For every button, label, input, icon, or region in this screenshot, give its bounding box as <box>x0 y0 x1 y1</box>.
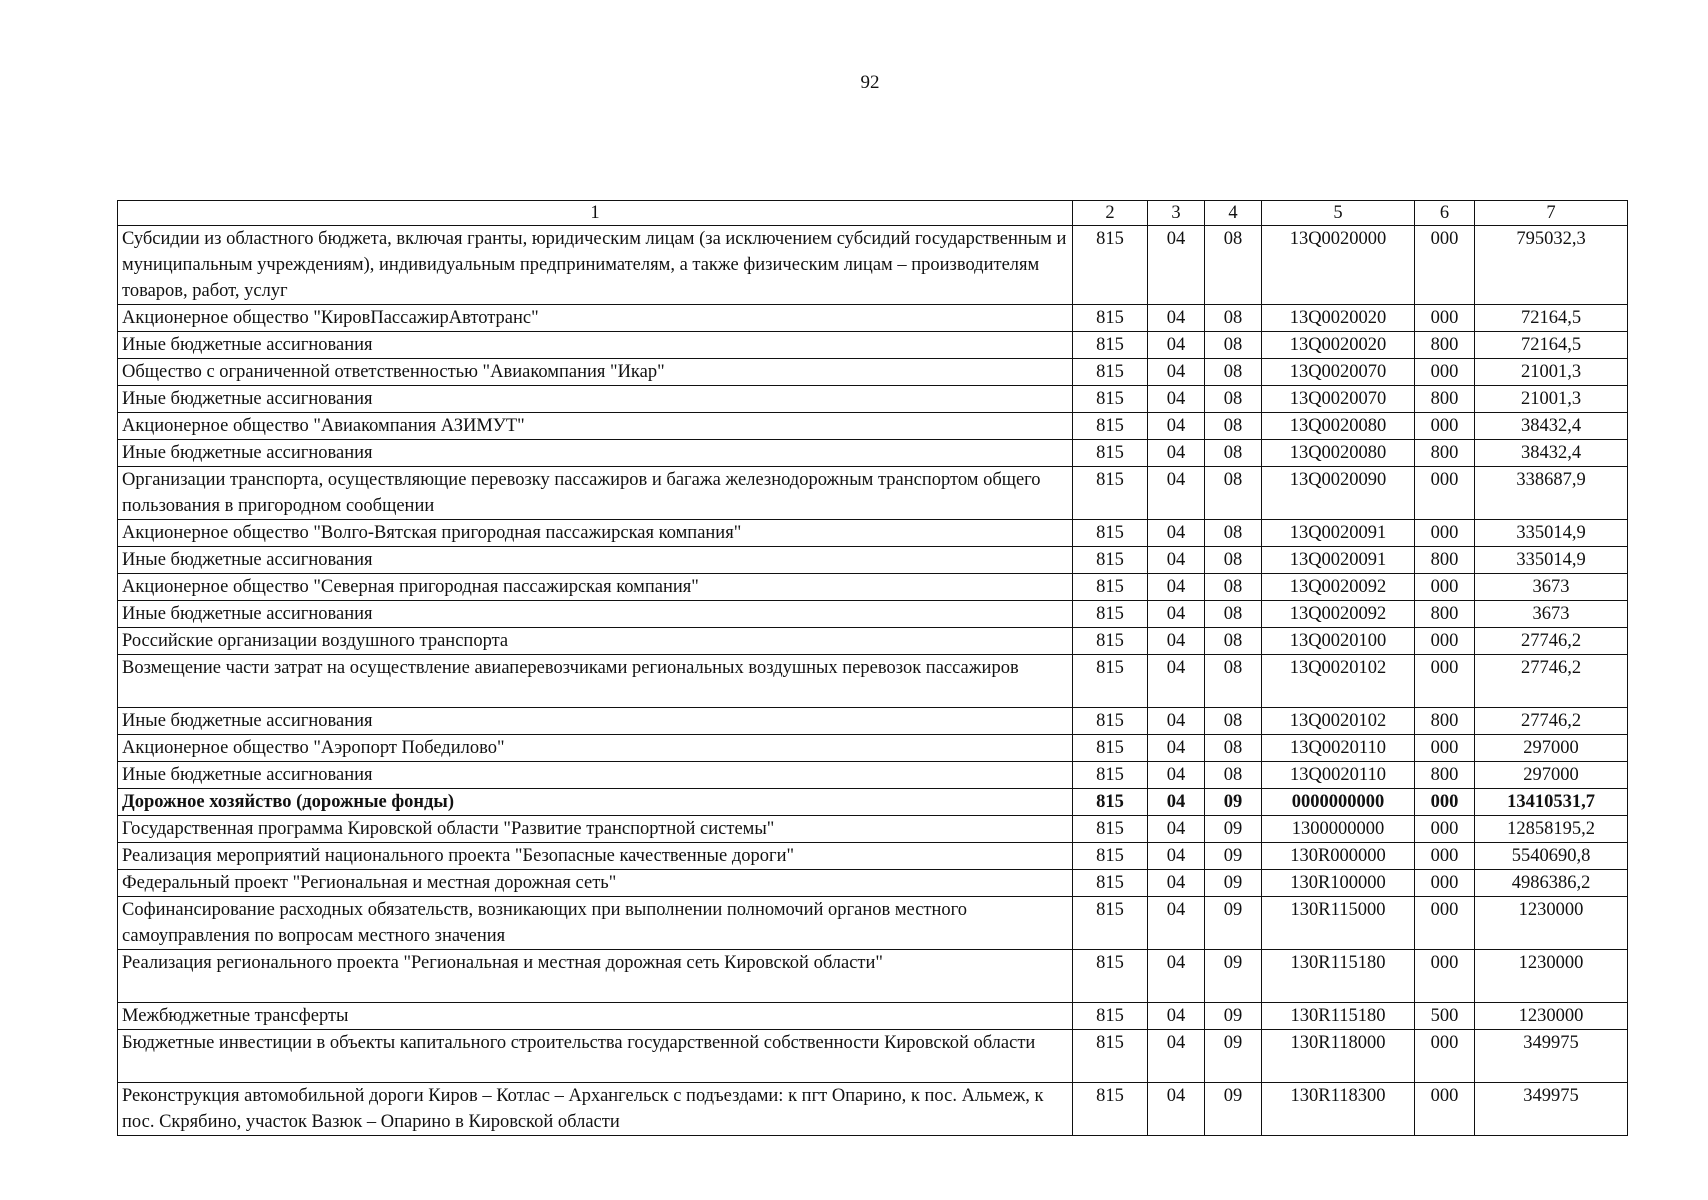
row-name: Акционерное общество "Северная пригородная пассажирская компания" <box>118 574 1073 601</box>
code-expense-type: 000 <box>1415 359 1475 386</box>
column-header: 3 <box>1148 201 1205 226</box>
column-header: 7 <box>1475 201 1628 226</box>
row-name: Акционерное общество "Аэропорт Победилово" <box>118 735 1073 762</box>
amount: 38432,4 <box>1475 440 1628 467</box>
amount: 349975 <box>1475 1083 1628 1136</box>
code-section: 04 <box>1148 305 1205 332</box>
code-admin: 815 <box>1073 762 1148 789</box>
code-subsection: 08 <box>1205 601 1262 628</box>
code-section: 04 <box>1148 359 1205 386</box>
row-name: Дорожное хозяйство (дорожные фонды) <box>118 789 1073 816</box>
code-expense-type: 000 <box>1415 628 1475 655</box>
table-row <box>118 1030 1628 1083</box>
row-name: Акционерное общество "Авиакомпания АЗИМУТ" <box>118 413 1073 440</box>
code-expense-type: 000 <box>1415 467 1475 520</box>
code-subsection: 08 <box>1205 359 1262 386</box>
code-subsection: 08 <box>1205 628 1262 655</box>
code-target: 130R118000 <box>1262 1030 1415 1083</box>
code-expense-type: 000 <box>1415 789 1475 816</box>
code-target: 13Q0020080 <box>1262 440 1415 467</box>
code-target: 130R118300 <box>1262 1083 1415 1136</box>
code-section: 04 <box>1148 897 1205 950</box>
table-header-row <box>118 201 1628 226</box>
amount: 297000 <box>1475 735 1628 762</box>
row-name: Возмещение части затрат на осуществление авиаперевозчиками региональных воздушных перевозок пассажиров <box>118 655 1073 708</box>
code-subsection: 08 <box>1205 440 1262 467</box>
code-section: 04 <box>1148 226 1205 305</box>
code-target: 13Q0020102 <box>1262 655 1415 708</box>
table-row <box>118 897 1628 950</box>
code-section: 04 <box>1148 816 1205 843</box>
code-admin: 815 <box>1073 655 1148 708</box>
amount: 3673 <box>1475 601 1628 628</box>
code-subsection: 08 <box>1205 332 1262 359</box>
amount: 5540690,8 <box>1475 843 1628 870</box>
code-admin: 815 <box>1073 440 1148 467</box>
table-row <box>118 762 1628 789</box>
column-header: 1 <box>118 201 1073 226</box>
table-row <box>118 735 1628 762</box>
code-admin: 815 <box>1073 467 1148 520</box>
row-name: Акционерное общество "Волго-Вятская пригородная пассажирская компания" <box>118 520 1073 547</box>
row-name: Реконструкция автомобильной дороги Киров – Котлас – Архангельск с подъездами: к пгт Опарино, к пос. Альмеж, к пос. Скрябино, участок Вазюк – Опарино в Кировской области <box>118 1083 1073 1136</box>
code-expense-type: 800 <box>1415 440 1475 467</box>
code-section: 04 <box>1148 413 1205 440</box>
code-expense-type: 000 <box>1415 950 1475 1003</box>
amount: 795032,3 <box>1475 226 1628 305</box>
code-subsection: 08 <box>1205 386 1262 413</box>
amount: 27746,2 <box>1475 628 1628 655</box>
code-expense-type: 000 <box>1415 655 1475 708</box>
code-admin: 815 <box>1073 816 1148 843</box>
code-section: 04 <box>1148 789 1205 816</box>
table-row <box>118 520 1628 547</box>
code-expense-type: 000 <box>1415 520 1475 547</box>
column-header: 4 <box>1205 201 1262 226</box>
code-expense-type: 000 <box>1415 843 1475 870</box>
code-subsection: 09 <box>1205 789 1262 816</box>
amount: 27746,2 <box>1475 708 1628 735</box>
code-admin: 815 <box>1073 332 1148 359</box>
code-admin: 815 <box>1073 1083 1148 1136</box>
code-section: 04 <box>1148 520 1205 547</box>
amount: 4986386,2 <box>1475 870 1628 897</box>
table-row <box>118 332 1628 359</box>
code-subsection: 09 <box>1205 1083 1262 1136</box>
code-expense-type: 000 <box>1415 574 1475 601</box>
code-admin: 815 <box>1073 789 1148 816</box>
code-section: 04 <box>1148 655 1205 708</box>
row-name: Общество с ограниченной ответственностью "Авиакомпания "Икар" <box>118 359 1073 386</box>
row-name: Российские организации воздушного транспорта <box>118 628 1073 655</box>
code-admin: 815 <box>1073 870 1148 897</box>
amount: 1230000 <box>1475 897 1628 950</box>
amount: 1230000 <box>1475 1003 1628 1030</box>
code-expense-type: 000 <box>1415 226 1475 305</box>
code-section: 04 <box>1148 762 1205 789</box>
row-name: Организации транспорта, осуществляющие перевозку пассажиров и багажа железнодорожным транспортом общего пользования в пригородном сообщении <box>118 467 1073 520</box>
row-name: Иные бюджетные ассигнования <box>118 762 1073 789</box>
table-row <box>118 628 1628 655</box>
code-admin: 815 <box>1073 601 1148 628</box>
row-name: Государственная программа Кировской области "Развитие транспортной системы" <box>118 816 1073 843</box>
code-section: 04 <box>1148 870 1205 897</box>
code-admin: 815 <box>1073 843 1148 870</box>
amount: 335014,9 <box>1475 547 1628 574</box>
code-section: 04 <box>1148 950 1205 1003</box>
amount: 21001,3 <box>1475 359 1628 386</box>
row-name: Субсидии из областного бюджета, включая гранты, юридическим лицам (за исключением субсидий государственным и муниципальным учреждениям), индивидуальным предпринимателям, а также физическим лицам – производителям товаров, работ, услуг <box>118 226 1073 305</box>
code-target: 13Q0020110 <box>1262 735 1415 762</box>
code-expense-type: 500 <box>1415 1003 1475 1030</box>
code-expense-type: 800 <box>1415 708 1475 735</box>
code-subsection: 09 <box>1205 897 1262 950</box>
code-expense-type: 000 <box>1415 735 1475 762</box>
code-target: 13Q0020070 <box>1262 386 1415 413</box>
code-section: 04 <box>1148 386 1205 413</box>
amount: 338687,9 <box>1475 467 1628 520</box>
code-section: 04 <box>1148 1030 1205 1083</box>
code-expense-type: 000 <box>1415 897 1475 950</box>
amount: 72164,5 <box>1475 305 1628 332</box>
code-subsection: 09 <box>1205 870 1262 897</box>
row-name: Бюджетные инвестиции в объекты капитального строительства государственной собственности Кировской области <box>118 1030 1073 1083</box>
code-subsection: 09 <box>1205 843 1262 870</box>
code-subsection: 08 <box>1205 762 1262 789</box>
amount: 21001,3 <box>1475 386 1628 413</box>
row-name: Иные бюджетные ассигнования <box>118 708 1073 735</box>
table-row <box>118 655 1628 708</box>
table-row <box>118 359 1628 386</box>
code-target: 13Q0020110 <box>1262 762 1415 789</box>
code-target: 13Q0020102 <box>1262 708 1415 735</box>
code-subsection: 08 <box>1205 735 1262 762</box>
code-section: 04 <box>1148 440 1205 467</box>
amount: 297000 <box>1475 762 1628 789</box>
code-target: 13Q0020091 <box>1262 520 1415 547</box>
amount: 13410531,7 <box>1475 789 1628 816</box>
row-name: Реализация регионального проекта "Региональная и местная дорожная сеть Кировской области" <box>118 950 1073 1003</box>
amount: 1230000 <box>1475 950 1628 1003</box>
row-name: Софинансирование расходных обязательств, возникающих при выполнении полномочий органов местного самоуправления по вопросам местного значения <box>118 897 1073 950</box>
code-subsection: 09 <box>1205 1030 1262 1083</box>
code-target: 130R000000 <box>1262 843 1415 870</box>
code-subsection: 09 <box>1205 1003 1262 1030</box>
code-expense-type: 800 <box>1415 332 1475 359</box>
code-target: 13Q0020092 <box>1262 601 1415 628</box>
code-admin: 815 <box>1073 413 1148 440</box>
code-expense-type: 000 <box>1415 1083 1475 1136</box>
column-header: 6 <box>1415 201 1475 226</box>
code-target: 13Q0020080 <box>1262 413 1415 440</box>
row-name: Межбюджетные трансферты <box>118 1003 1073 1030</box>
code-subsection: 08 <box>1205 547 1262 574</box>
amount: 72164,5 <box>1475 332 1628 359</box>
code-admin: 815 <box>1073 628 1148 655</box>
code-section: 04 <box>1148 332 1205 359</box>
table-row <box>118 843 1628 870</box>
code-admin: 815 <box>1073 950 1148 1003</box>
row-name: Федеральный проект "Региональная и местная дорожная сеть" <box>118 870 1073 897</box>
code-expense-type: 000 <box>1415 413 1475 440</box>
code-target: 130R115180 <box>1262 950 1415 1003</box>
code-subsection: 08 <box>1205 413 1262 440</box>
code-target: 13Q0020100 <box>1262 628 1415 655</box>
code-admin: 815 <box>1073 1030 1148 1083</box>
code-target: 13Q0020090 <box>1262 467 1415 520</box>
code-subsection: 08 <box>1205 520 1262 547</box>
code-section: 04 <box>1148 1083 1205 1136</box>
code-expense-type: 800 <box>1415 547 1475 574</box>
code-section: 04 <box>1148 1003 1205 1030</box>
code-subsection: 08 <box>1205 574 1262 601</box>
table-row <box>118 816 1628 843</box>
table-row <box>118 870 1628 897</box>
page-number: 92 <box>860 72 880 93</box>
code-expense-type: 000 <box>1415 816 1475 843</box>
code-admin: 815 <box>1073 735 1148 762</box>
table-row <box>118 789 1628 816</box>
code-section: 04 <box>1148 467 1205 520</box>
code-target: 130R115000 <box>1262 897 1415 950</box>
amount: 27746,2 <box>1475 655 1628 708</box>
code-subsection: 08 <box>1205 305 1262 332</box>
amount: 335014,9 <box>1475 520 1628 547</box>
code-section: 04 <box>1148 843 1205 870</box>
table-row <box>118 413 1628 440</box>
code-admin: 815 <box>1073 359 1148 386</box>
code-target: 13Q0020070 <box>1262 359 1415 386</box>
code-subsection: 08 <box>1205 467 1262 520</box>
code-expense-type: 800 <box>1415 762 1475 789</box>
row-name: Иные бюджетные ассигнования <box>118 601 1073 628</box>
code-admin: 815 <box>1073 708 1148 735</box>
table-row <box>118 386 1628 413</box>
code-subsection: 09 <box>1205 816 1262 843</box>
code-expense-type: 000 <box>1415 1030 1475 1083</box>
code-subsection: 09 <box>1205 950 1262 1003</box>
code-target: 13Q0020020 <box>1262 332 1415 359</box>
code-section: 04 <box>1148 574 1205 601</box>
code-target: 13Q0020000 <box>1262 226 1415 305</box>
row-name: Иные бюджетные ассигнования <box>118 547 1073 574</box>
code-target: 0000000000 <box>1262 789 1415 816</box>
code-section: 04 <box>1148 628 1205 655</box>
code-target: 1300000000 <box>1262 816 1415 843</box>
amount: 349975 <box>1475 1030 1628 1083</box>
code-subsection: 08 <box>1205 226 1262 305</box>
code-section: 04 <box>1148 547 1205 574</box>
table-row <box>118 574 1628 601</box>
table-row <box>118 708 1628 735</box>
code-target: 13Q0020020 <box>1262 305 1415 332</box>
code-admin: 815 <box>1073 1003 1148 1030</box>
code-section: 04 <box>1148 708 1205 735</box>
table-row <box>118 440 1628 467</box>
table-row <box>118 950 1628 1003</box>
code-expense-type: 800 <box>1415 601 1475 628</box>
code-target: 13Q0020091 <box>1262 547 1415 574</box>
column-header: 2 <box>1073 201 1148 226</box>
table-row <box>118 1083 1628 1136</box>
code-admin: 815 <box>1073 897 1148 950</box>
code-subsection: 08 <box>1205 708 1262 735</box>
code-admin: 815 <box>1073 386 1148 413</box>
row-name: Реализация мероприятий национального проекта "Безопасные качественные дороги" <box>118 843 1073 870</box>
row-name: Иные бюджетные ассигнования <box>118 332 1073 359</box>
code-admin: 815 <box>1073 520 1148 547</box>
code-expense-type: 000 <box>1415 870 1475 897</box>
code-admin: 815 <box>1073 305 1148 332</box>
row-name: Иные бюджетные ассигнования <box>118 440 1073 467</box>
code-section: 04 <box>1148 601 1205 628</box>
column-header: 5 <box>1262 201 1415 226</box>
code-target: 13Q0020092 <box>1262 574 1415 601</box>
code-expense-type: 800 <box>1415 386 1475 413</box>
amount: 12858195,2 <box>1475 816 1628 843</box>
code-admin: 815 <box>1073 547 1148 574</box>
table-row <box>118 467 1628 520</box>
code-subsection: 08 <box>1205 655 1262 708</box>
table-row <box>118 1003 1628 1030</box>
code-admin: 815 <box>1073 574 1148 601</box>
table-row <box>118 547 1628 574</box>
code-admin: 815 <box>1073 226 1148 305</box>
budget-table <box>117 200 1628 1136</box>
table-row <box>118 305 1628 332</box>
code-section: 04 <box>1148 735 1205 762</box>
code-target: 130R115180 <box>1262 1003 1415 1030</box>
table-row <box>118 226 1628 305</box>
amount: 38432,4 <box>1475 413 1628 440</box>
amount: 3673 <box>1475 574 1628 601</box>
row-name: Акционерное общество "КировПассажирАвтотранс" <box>118 305 1073 332</box>
code-target: 130R100000 <box>1262 870 1415 897</box>
row-name: Иные бюджетные ассигнования <box>118 386 1073 413</box>
code-expense-type: 000 <box>1415 305 1475 332</box>
table-row <box>118 601 1628 628</box>
